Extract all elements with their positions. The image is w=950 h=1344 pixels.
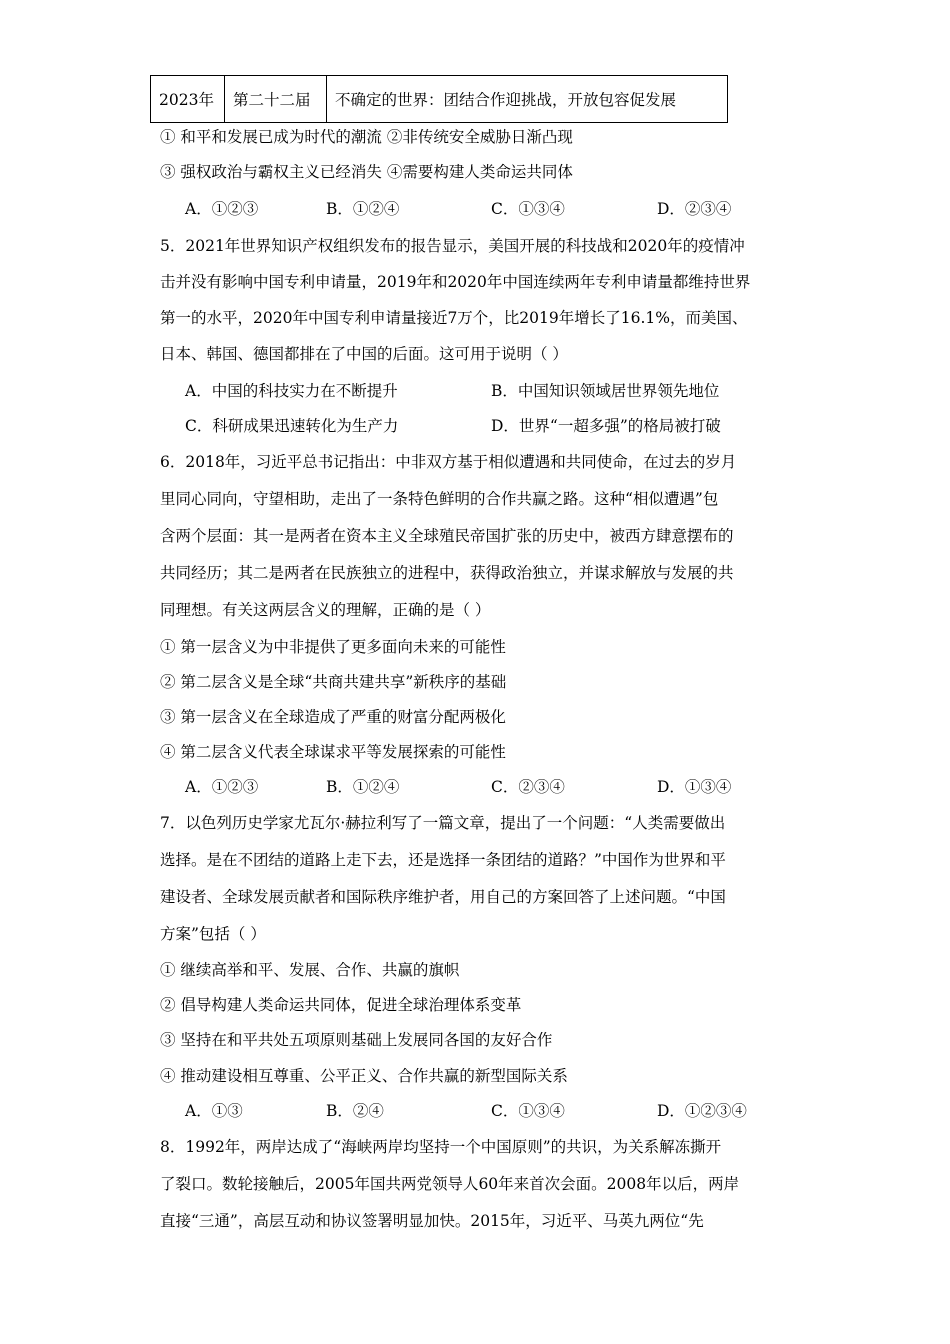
q6-option-d: D．①③④ — [657, 778, 732, 796]
q8-stem-line-1: 8．1992年，两岸达成了“海峡两岸均坚持一个中国原则”的共识，为关系解冻撕开 — [160, 1138, 722, 1156]
q5-option-d: D．世界“一超多强”的格局被打破 — [491, 417, 721, 435]
q5-stem-line-3: 第一的水平，2020年中国专利申请量接近7万个，比2019年增长了16.1%，而美国、 — [160, 309, 748, 327]
q6-option-b: B．①②④ — [326, 778, 400, 796]
q4-option-a: A．①②③ — [185, 200, 259, 218]
table-cell-year: 2023年 — [151, 76, 225, 123]
q6-stem-line-2: 里同心同向，守望相助，走出了一条特色鲜明的合作共赢之路。这种“相似遭遇”包 — [160, 490, 719, 508]
q4-statement-2: ③ 强权政治与霸权主义已经消失 ④需要构建人类命运共同体 — [160, 163, 573, 181]
q6-stem-line-5: 同理想。有关这两层含义的理解，正确的是（ ） — [160, 601, 491, 619]
table-row — [151, 76, 728, 123]
q8-stem-line-2: 了裂口。数轮接触后，2005年国共两党领导人60年来首次会面。2008年以后，两岸 — [160, 1175, 740, 1193]
q6-option-c: C．②③④ — [491, 778, 565, 796]
q5-option-c: C．科研成果迅速转化为生产力 — [185, 417, 399, 435]
table-cell-theme: 不确定的世界：团结合作迎挑战，开放包容促发展 — [327, 76, 728, 123]
q7-statement-3: ③ 坚持在和平共处五项原则基础上发展同各国的友好合作 — [160, 1031, 553, 1049]
q7-option-c: C．①③④ — [491, 1102, 565, 1120]
q5-stem-line-4: 日本、韩国、德国都排在了中国的后面。这可用于说明（ ） — [160, 345, 568, 363]
q4-option-c: C．①③④ — [491, 200, 565, 218]
q7-option-a: A．①③ — [185, 1102, 243, 1120]
q7-option-d: D．①②③④ — [657, 1102, 747, 1120]
table-cell-session: 第二十二届 — [225, 76, 327, 123]
q6-statement-1: ① 第一层含义为中非提供了更多面向未来的可能性 — [160, 638, 506, 656]
q7-statement-2: ② 倡导构建人类命运共同体，促进全球治理体系变革 — [160, 996, 522, 1014]
q4-statement-1: ① 和平和发展已成为时代的潮流 ②非传统安全威胁日渐凸现 — [160, 128, 573, 146]
q5-stem-line-2: 击并没有影响中国专利申请量，2019年和2020年中国连续两年专利申请量都维持世界 — [160, 273, 751, 291]
q7-statement-1: ① 继续高举和平、发展、合作、共赢的旗帜 — [160, 961, 460, 979]
q5-stem-line-1: 5．2021年世界知识产权组织发布的报告显示，美国开展的科技战和2020年的疫情冲 — [160, 237, 745, 255]
q8-stem-line-3: 直接“三通”，高层互动和协议签署明显加快。2015年，习近平、马英九两位“先 — [160, 1212, 704, 1230]
q6-statement-3: ③ 第一层含义在全球造成了严重的财富分配两极化 — [160, 708, 506, 726]
summit-table — [150, 75, 728, 123]
q7-stem-line-2: 选择。是在不团结的道路上走下去，还是选择一条团结的道路？”中国作为世界和平 — [160, 851, 726, 869]
q6-stem-line-1: 6．2018年，习近平总书记指出：中非双方基于相似遭遇和共同使命，在过去的岁月 — [160, 453, 737, 471]
q6-statement-4: ④ 第二层含义代表全球谋求平等发展探索的可能性 — [160, 743, 506, 761]
q7-stem-line-4: 方案”包括（ ） — [160, 925, 266, 943]
q4-option-d: D．②③④ — [657, 200, 732, 218]
q6-option-a: A．①②③ — [185, 778, 259, 796]
q5-option-b: B．中国知识领域居世界领先地位 — [491, 382, 720, 400]
q7-stem-line-3: 建设者、全球发展贡献者和国际秩序维护者，用自己的方案回答了上述问题。“中国 — [160, 888, 726, 906]
q6-statement-2: ② 第二层含义是全球“共商共建共享”新秩序的基础 — [160, 673, 507, 691]
q6-stem-line-3: 含两个层面：其一是两者在资本主义全球殖民帝国扩张的历史中，被西方肆意摆布的 — [160, 527, 734, 545]
q4-option-b: B．①②④ — [326, 200, 400, 218]
q5-option-a: A．中国的科技实力在不断提升 — [185, 382, 398, 400]
q7-statement-4: ④ 推动建设相互尊重、公平正义、合作共赢的新型国际关系 — [160, 1067, 568, 1085]
q7-stem-line-1: 7．以色列历史学家尤瓦尔·赫拉利写了一篇文章，提出了一个问题：“人类需要做出 — [160, 814, 726, 832]
q6-stem-line-4: 共同经历；其二是两者在民族独立的进程中，获得政治独立，并谋求解放与发展的共 — [160, 564, 734, 582]
q7-option-b: B．②④ — [326, 1102, 384, 1120]
